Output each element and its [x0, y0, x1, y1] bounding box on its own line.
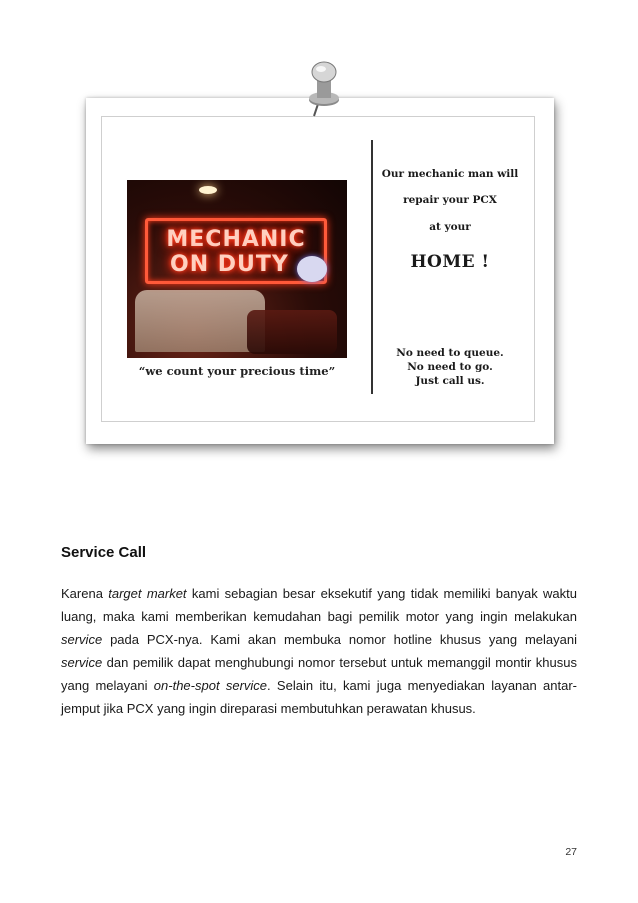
photo-caption: “we count your precious time”	[138, 364, 336, 378]
section-heading: Service Call	[61, 544, 147, 561]
ad-headline: HOME !	[410, 252, 490, 272]
para-emphasis-1: target market	[108, 586, 187, 601]
para-emphasis-4: on-the-spot service	[153, 678, 268, 693]
ceiling-lamp	[199, 186, 217, 194]
para-text-5: . Selain itu, kami juga menyediakan layanan antar-jemput jika PCX yang ingin direparasi membutuhkan perawatan khusus.	[61, 678, 577, 716]
ad-line-3: at your	[429, 221, 471, 233]
ad-line-1: Our mechanic man will	[381, 168, 519, 180]
ad-footer-line-1: No need to queue.	[396, 347, 504, 359]
page-number: 27	[565, 846, 577, 858]
section-paragraph	[61, 582, 577, 720]
neon-sign-line-2: ON DUTY	[170, 252, 289, 277]
ad-footer-line-2: No need to go.	[407, 361, 493, 373]
para-text-1: Karena	[61, 586, 109, 601]
para-text-2: kami sebagian besar eksekutif yang tidak memiliki banyak waktu luang, maka kami memberikan kemudahan bagi pemilik motor yang ingin melakukan	[61, 586, 577, 624]
ad-footer-line-3: Just call us.	[415, 375, 485, 387]
neon-sign-line-1: MECHANIC	[166, 227, 306, 252]
vertical-divider	[371, 140, 373, 394]
para-emphasis-3: service	[61, 655, 103, 670]
para-text-4: dan pemilik dapat menghubungi nomor tersebut untuk memanggil montir khusus yang melayani	[61, 655, 577, 693]
para-emphasis-2: service	[61, 632, 103, 647]
ad-line-2: repair your PCX	[403, 194, 497, 206]
pushpin-icon	[304, 58, 344, 118]
photo-background-shirts	[135, 290, 265, 352]
photo-background-chairs	[247, 310, 337, 354]
neon-badge-logo	[297, 256, 327, 282]
ad-footer	[380, 346, 520, 388]
mechanic-on-duty-photo	[127, 180, 347, 358]
para-text-3: pada PCX-nya. Kami akan membuka nomor hotline khusus yang melayani	[102, 632, 577, 647]
